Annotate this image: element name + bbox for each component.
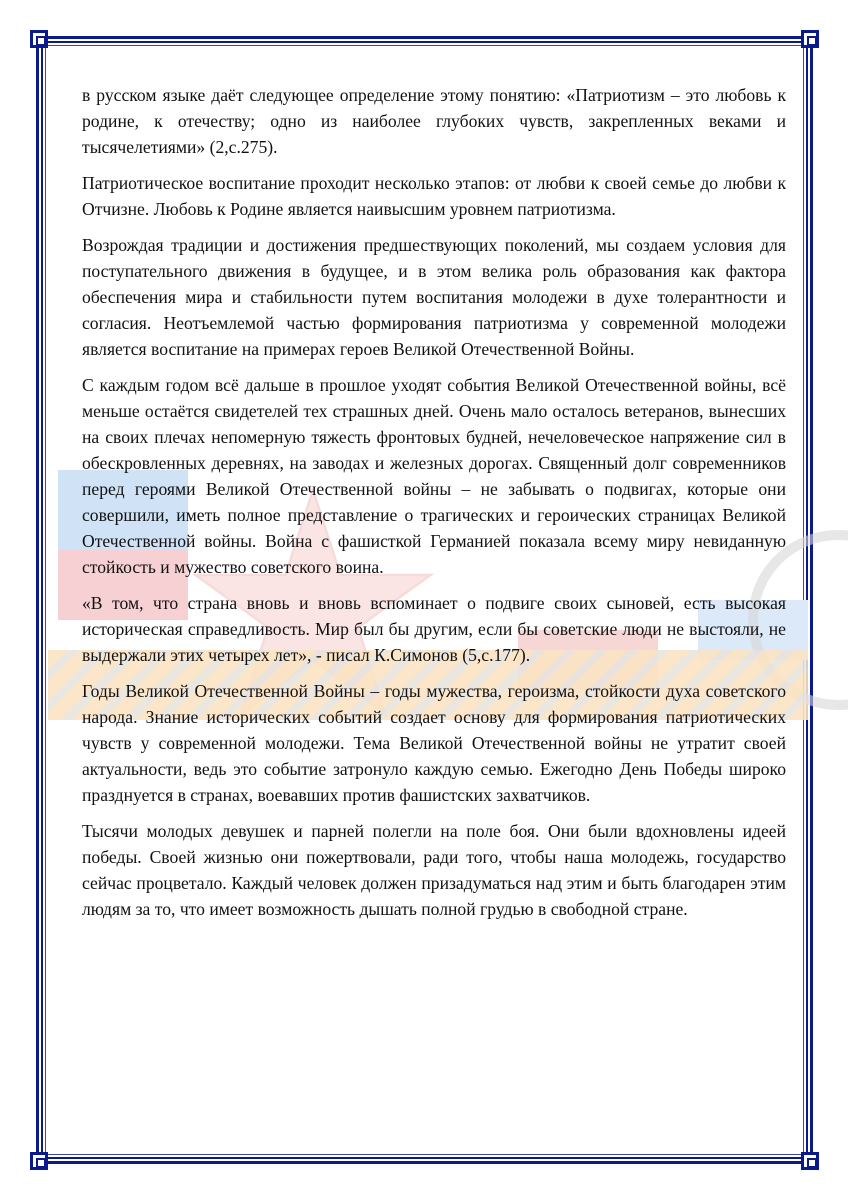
paragraph: С каждым годом всё дальше в прошлое уходят события Великой Отечественной войны, всё меньше остаётся свидетелей тех страшных дней. Очень мало осталось ветеранов, вынесших на своих плечах непомерную тяжесть фронтовых будней, нечеловеческое напряжение сил в обескровленных деревнях, на заводах и железных дорогах. Священный долг современников перед героями Великой Отечественной войны – не забывать о подвигах, которые они совершили, иметь полное представление о трагических и героических страницах Великой Отечественной войны. Война с фашисткой Германией показала всему миру невиданную стойкость и мужество советского воина. [82,375,786,577]
frame-corner-ornament [801,30,819,48]
quote-paragraph: «В том, что страна вновь и вновь вспоминает о подвиге своих сыновей, есть высокая историческая справедливость. Мир был бы другим, если бы советские люди не выстояли, не выдержали этих четырех лет», - писал К.Симонов (5,с.177). [82,593,786,665]
frame-corner-ornament [30,30,48,48]
frame-corner-ornament [30,1152,48,1170]
paragraph: Годы Великой Отечественной Войны – годы мужества, героизма, стойкости духа советского народа. Знание исторических событий создает основу для формирования патриотических чувств у современной молодежи. Тема Великой Отечественной войны не утратит своей актуальности, ведь это событие затронуло каждую семью. Ежегодно День Победы широко празднуется в странах, воевавших против фашистских захватчиков. [82,681,786,805]
frame-corner-ornament [801,1152,819,1170]
paragraph: Патриотическое воспитание проходит несколько этапов: от любви к своей семье до любви к Отчизне. Любовь к Родине является наивысшим уровнем патриотизма. [82,173,786,219]
document-body [82,82,786,932]
paragraph: Тысячи молодых девушек и парней полегли на поле боя. Они были вдохновлены идеей победы. Своей жизнью они пожертвовали, ради того, чтобы наша молодежь, государство сейчас процветало. Каждый человек должен призадуматься над этим и быть благодарен этим людям за то, что имеет возможность дышать полной грудью в свободной стране. [82,821,786,919]
paragraph: Возрождая традиции и достижения предшествующих поколений, мы создаем условия для поступательного движения в будущее, и в этом велика роль образования как фактора обеспечения мира и стабильности путем воспитания молодежи в духе толерантности и согласия. Неотъемлемой частью формирования патриотизма у современной молодежи является воспитание на примерах героев Великой Отечественной Войны. [82,235,786,359]
paragraph: в русском языке даёт следующее определение этому понятию: «Патриотизм – это любовь к родине, к отечеству; одно из наиболее глубоких чувств, закрепленных веками и тысячелетиями» (2,с.275). [82,85,786,157]
